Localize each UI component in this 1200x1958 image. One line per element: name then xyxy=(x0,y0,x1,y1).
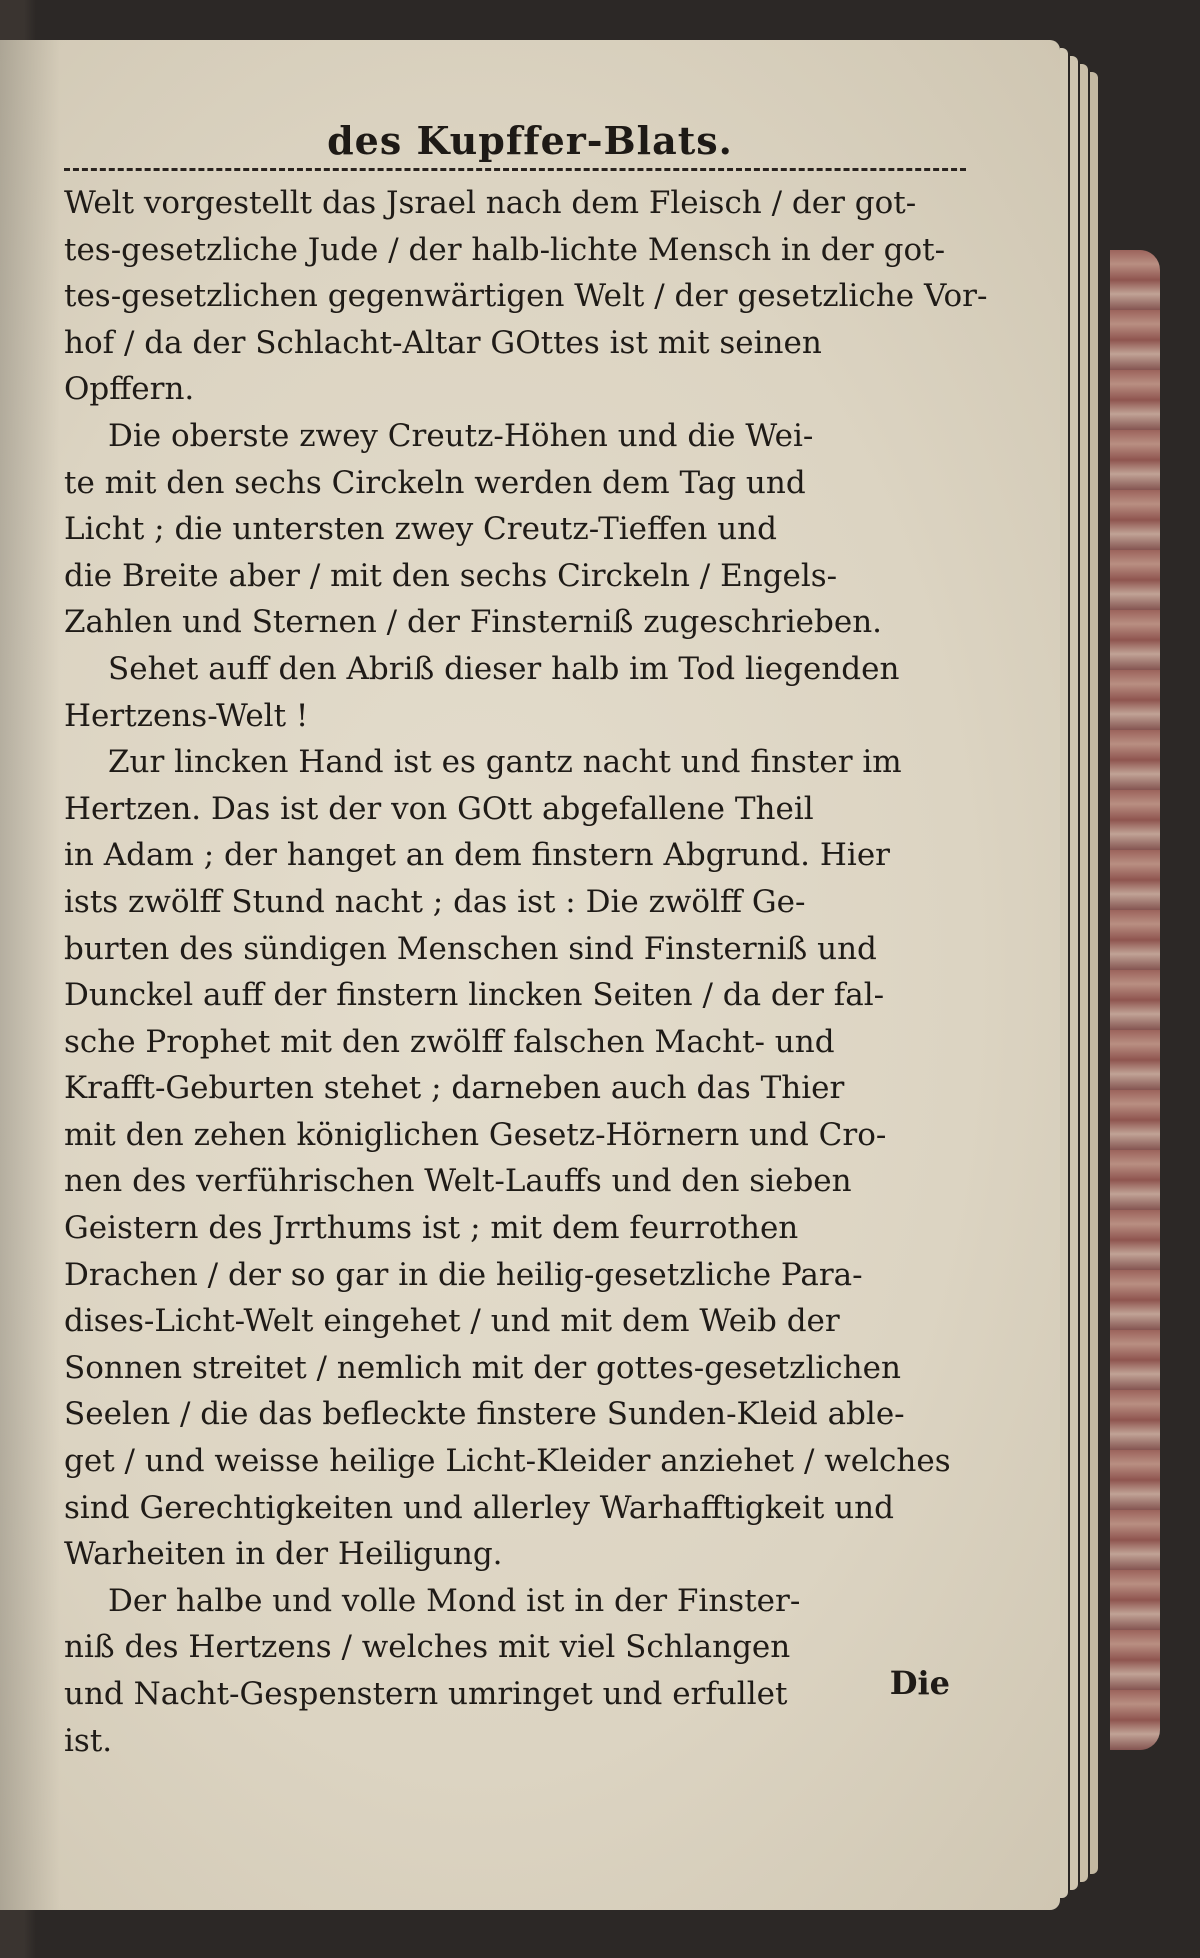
text-line: Licht ; die untersten zwey Creutz-Tieffen und xyxy=(64,511,777,548)
text-line: burten des sündigen Menschen sind Finsterniß und xyxy=(64,930,877,967)
text-line: Der halbe und volle Mond ist in der Finster- xyxy=(108,1582,801,1619)
text-line: sind Gerechtigkeiten und allerley Warhafftigkeit und xyxy=(64,1489,894,1526)
text-line: Dunckel auff der finstern lincken Seiten / da der fal- xyxy=(64,977,885,1014)
running-title: des Kupffer-Blats. xyxy=(327,118,733,163)
marbled-page-edge xyxy=(1110,250,1160,1750)
text-line: sche Prophet mit den zwölff falschen Macht- und xyxy=(64,1023,835,1060)
text-line: mit den zehen königlichen Gesetz-Hörnern und Cro- xyxy=(64,1116,887,1153)
text-line: Zahlen und Sternen / der Finsterniß zugeschrieben. xyxy=(64,604,883,641)
text-line: niß des Hertzens / welches mit viel Schlangen xyxy=(64,1629,791,1666)
text-line: Geistern des Jrrthums ist ; mit dem feurrothen xyxy=(64,1210,799,1247)
text-line: tes-gesetzliche Jude / der halb-lichte Mensch in der got- xyxy=(64,231,946,268)
text-line: und Nacht-Gespenstern umringet und erfullet xyxy=(64,1676,788,1712)
text-line: Zur lincken Hand ist es gantz nacht und finster im xyxy=(108,744,902,781)
text-line: dises-Licht-Welt eingehet / und mit dem Weib der xyxy=(64,1303,840,1340)
spine-shadow xyxy=(0,40,60,1910)
text-line: tes-gesetzlichen gegenwärtigen Welt / der gesetzliche Vor- xyxy=(64,278,988,315)
page-edge xyxy=(1060,48,1068,1898)
text-line: Hertzens-Welt ! xyxy=(64,697,309,734)
text-line: Die oberste zwey Creutz-Höhen und die Wei- xyxy=(108,417,814,454)
text-line: nen des verführischen Welt-Lauffs und den sieben xyxy=(64,1163,852,1200)
text-line: in Adam ; der hanget an dem finstern Abgrund. Hier xyxy=(64,837,890,874)
text-line: Krafft-Geburten stehet ; darneben auch das Thier xyxy=(64,1070,845,1107)
text-line: die Breite aber / mit den sechs Circkeln / Engels- xyxy=(64,557,838,594)
text-line: Warheiten in der Heiligung. xyxy=(64,1536,503,1573)
text-line: hof / da der Schlacht-Altar GOttes ist mit seinen xyxy=(64,324,822,361)
text-line: Opffern. xyxy=(64,371,195,408)
text-line: Seelen / die das befleckte finstere Sunden-Kleid able- xyxy=(64,1396,905,1433)
text-line: te mit den sechs Circkeln werden dem Tag und xyxy=(64,464,806,501)
text-line: Sehet auff den Abriß dieser halb im Tod liegenden xyxy=(108,650,900,687)
text-line: Hertzen. Das ist der von GOtt abgefallene Theil xyxy=(64,790,814,827)
body-text xyxy=(64,180,988,1764)
text-line: Drachen / der so gar in die heilig-gesetzliche Para- xyxy=(64,1256,863,1293)
header-rule xyxy=(64,168,966,171)
text-line: Sonnen streitet / nemlich mit der gottes-gesetzlichen xyxy=(64,1349,901,1386)
catchword: Die xyxy=(889,1664,950,1702)
text-line: ists zwölff Stund nacht ; das ist : Die zwölff Ge- xyxy=(64,883,806,920)
text-line: ist. xyxy=(64,1722,113,1759)
page-edge xyxy=(1090,72,1098,1874)
text-line: Welt vorgestellt das Jsrael nach dem Fleisch / der got- xyxy=(64,185,917,221)
text-line: get / und weisse heilige Licht-Kleider anziehet / welches xyxy=(64,1443,951,1480)
page-edge xyxy=(1080,64,1088,1882)
page-edge xyxy=(1070,56,1078,1890)
